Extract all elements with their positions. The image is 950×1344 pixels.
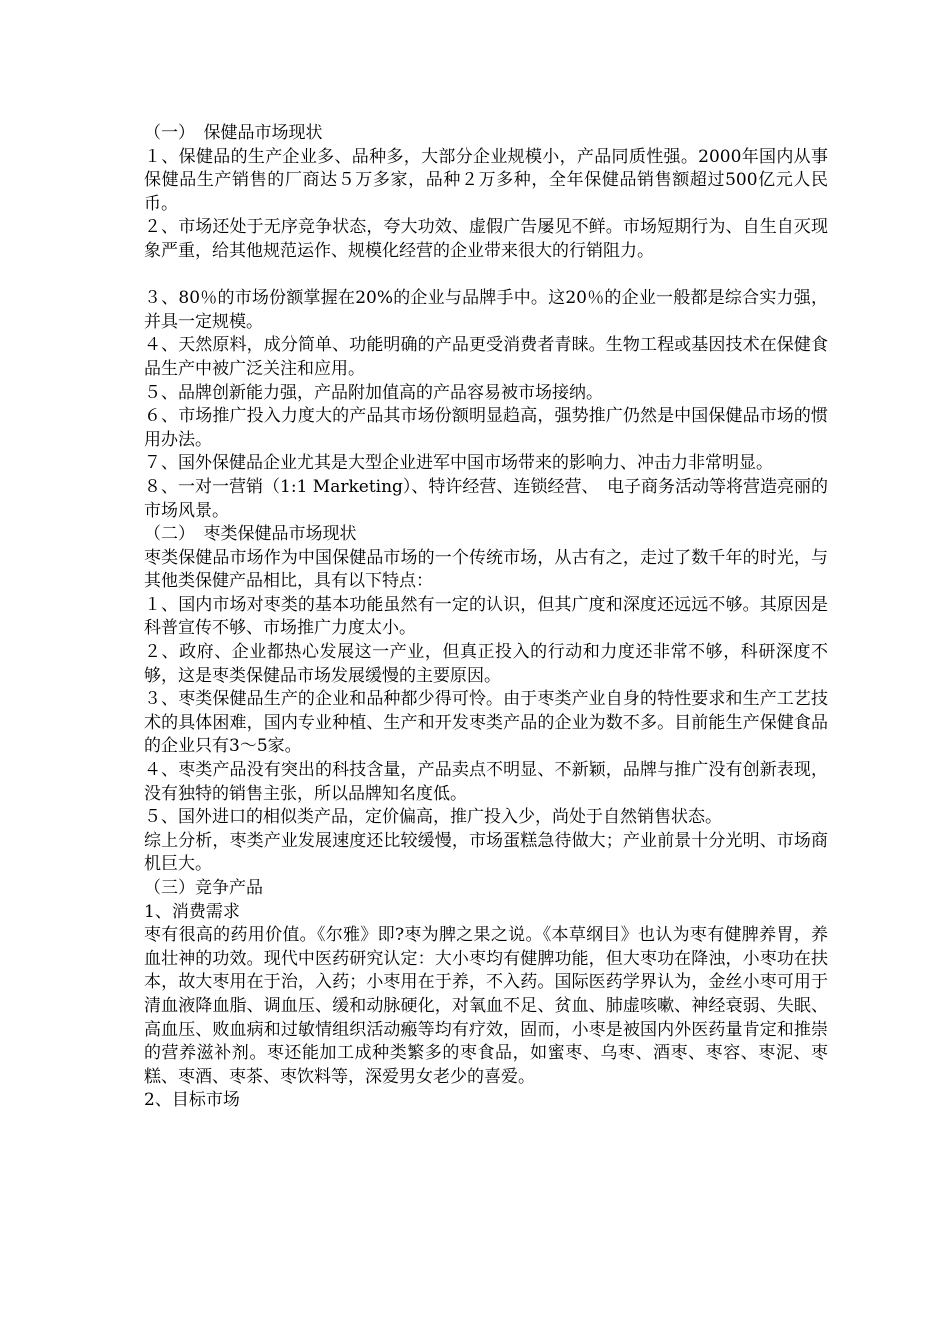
section3-sub1-body: 枣有很高的药用价值。《尔雅》即?枣为脾之果之说。《本草纲目》也认为枣有健脾养胃，养血壮神的功效。现代中医药研究认定：大小枣均有健脾功能，但大枣功在降浊，小枣功在扶本，故大枣用在于治，入药；小枣用在于养，不入药。国际医药学界认为，金丝小枣可用于清血液降血脂、调血压、缓和动脉硬化，对氧血不足、贫血、肺虚咳嗽、神经衰弱、失眠、高血压、败血病和过敏情组织活动瘢等均有疗效，固而，小枣是被国内外医药量肯定和推崇的营养滋补剂。枣还能加工成种类繁多的枣食品，如蜜枣、乌枣、酒枣、枣容、枣泥、枣糕、枣酒、枣茶、枣饮料等，深爱男女老少的喜爱。	[144, 925, 828, 1087]
section2-item-3: ３、枣类保健品生产的企业和品种都少得可怜。由于枣类产业自身的特性要求和生产工艺技术的具体困难，国内专业种植、生产和开发枣类产品的企业为数不多。目前能生产保健食品的企业只有3～5家。	[144, 689, 828, 757]
section2-item-4: ４、枣类产品没有突出的科技含量，产品卖点不明显、不新颖，品牌与推广没有创新表现，没有独特的销售主张，所以品牌知名度低。	[144, 760, 828, 804]
section2-item-5: ５、国外进口的相似类产品，定价偏高，推广投入少，尚处于自然销售状态。	[144, 807, 722, 828]
document-page	[144, 122, 828, 1113]
section3-sub1-heading: 1、消费需求	[144, 901, 240, 922]
section1-item-2: ２、市场还处于无序竞争状态，夸大功效、虚假广告屡见不鲜。市场短期行为、自生自灭现象严重，给其他规范运作、规模化经营的企业带来很大的行销阻力。	[144, 217, 828, 261]
section3-sub2-heading: 2、目标市场	[144, 1090, 240, 1111]
section1-item-1: １、保健品的生产企业多、品种多，大部分企业规模小，产品同质性强。2000年国内从事保健品生产销售的厂商达５万多家，品种２万多种，全年保健品销售额超过500亿元人民币。	[144, 146, 828, 214]
section1-item-3: ３、80％的市场份额掌握在20%的企业与品牌手中。这20％的企业一般都是综合实力强，并具一定规模。	[144, 288, 828, 332]
section3-heading: （三）竞争产品	[144, 878, 263, 898]
section1-item-7: ７、国外保健品企业尤其是大型企业进军中国市场带来的影响力、冲击力非常明显。	[144, 453, 773, 474]
section2-intro: 枣类保健品市场作为中国保健品市场的一个传统市场，从古有之，走过了数千年的时光，与其他类保健产品相比，具有以下特点：	[144, 547, 828, 592]
blank-line	[144, 264, 828, 288]
section1-item-8: ８、一对一营销（1:1 Marketing）、特许经营、连锁经营、 电子商务活动等将营造亮丽的市场风景。	[144, 476, 828, 521]
section2-summary: 综上分析，枣类产业发展速度还比较缓慢，市场蛋糕急待做大；产业前景十分光明、市场商机巨大。	[144, 830, 828, 875]
section1-item-4: ４、天然原料，成分简单、功能明确的产品更受消费者青睐。生物工程或基因技术在保健食品生产中被广泛关注和应用。	[144, 335, 828, 379]
section1-item-6: ６、市场推广投入力度大的产品其市场份额明显趋高，强势推广仍然是中国保健品市场的惯用办法。	[144, 406, 828, 450]
section1-heading: （一） 保健品市场现状	[144, 123, 323, 143]
section2-item-2: ２、政府、企业都热心发展这一产业，但真正投入的行动和力度还非常不够，科研深度不够，这是枣类保健品市场发展缓慢的主要原因。	[144, 642, 828, 686]
section2-item-1: １、国内市场对枣类的基本功能虽然有一定的认识，但其广度和深度还远远不够。其原因是科普宣传不够、市场推广力度太小。	[144, 594, 828, 639]
section2-heading: （二） 枣类保健品市场现状	[144, 524, 357, 545]
section1-item-5: ５、品牌创新能力强，产品附加值高的产品容易被市场接纳。	[144, 382, 603, 403]
